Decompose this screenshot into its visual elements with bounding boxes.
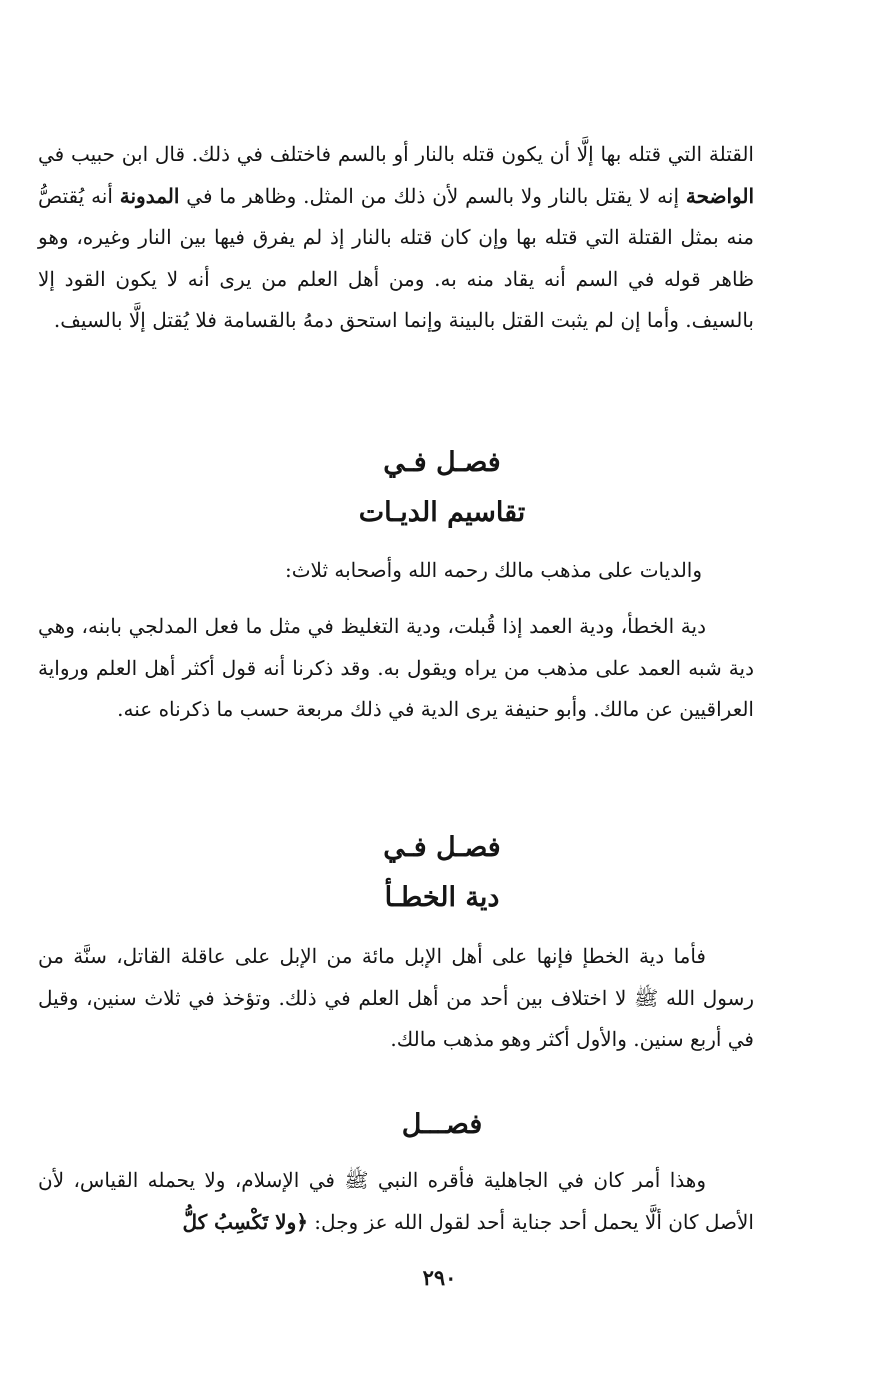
text-span: وهذا أمر كان في الجاهلية فأقره النبي ﷺ في الإسلام، ولا يحمله القياس، لأن الأصل كان ألَّا يحمل أحد جناية أحد لقول الله عز وجل: bbox=[38, 1168, 754, 1234]
heading-line: فصـــل bbox=[401, 1109, 483, 1140]
paragraph-diyat-khata bbox=[38, 936, 754, 1061]
paragraph-text: دية الخطأ، ودية العمد إذا قُبلت، ودية التغليظ في مثل ما فعل المدلجي بابنه، وهي دية شبه العمد على مذهب من يراه ويقول به. وقد ذكرنا أنه قول أكثر أهل العلم ورواية العراقيين عن مالك. وأبو حنيفة يرى الدية في ذلك مربعة حسب ما ذكرناه عنه. bbox=[38, 614, 754, 721]
paragraph-text bbox=[38, 134, 754, 342]
text-span: أنه يُقتصُّ منه بمثل القتلة التي قتله بها وإن كان قتله بالنار إذ لم يفرق فيها بين النار وغيره، وهو ظاهر قوله في السم أنه يقاد منه به. ومن أهل العلم من يرى أنه لا يكون القود إلا بالسيف. وأما إن لم يثبت القتل بالبينة وإنما استحق دمهُ بالقسامة فلا يُقتل إلَّا بالسيف. bbox=[38, 183, 754, 332]
intro-sentence: والديات على مذهب مالك رحمه الله وأصحابه ثلاث: bbox=[284, 558, 702, 582]
heading-line: دية الخطـأ bbox=[384, 882, 500, 913]
section-heading-diyat-khata bbox=[38, 823, 846, 923]
book-title-mudawwana: المدونة bbox=[119, 183, 180, 208]
paragraph-text bbox=[38, 1160, 754, 1243]
page-number: ٢٩٠ bbox=[422, 1265, 457, 1290]
heading-line: تقاسيم الديـات bbox=[358, 497, 526, 528]
text-span: إنه لا يقتل بالنار ولا بالسم لأن ذلك من المثل. وظاهر ما في bbox=[179, 183, 686, 208]
paragraph-jahiliya bbox=[38, 1160, 754, 1243]
text-span: القتلة التي قتله بها إلَّا أن يكون قتله بالنار أو بالسم فاختلف في ذلك. قال ابن حبيب في bbox=[38, 142, 754, 166]
paragraph-intro-qisas bbox=[38, 134, 754, 342]
heading-line: فصـل فـي bbox=[383, 447, 501, 478]
paragraph-text: فأما دية الخطإ فإنها على أهل الإبل مائة من الإبل على عاقلة القاتل، سنَّة من رسول الله ﷺ لا اختلاف بين أحد من أهل العلم في ذلك. وتؤخذ في ثلاث سنين، وقيل في أربع سنين. والأول أكثر وهو مذهب مالك. bbox=[38, 944, 754, 1051]
paragraph-types-of-diya bbox=[38, 606, 754, 731]
book-title-wadiha: الواضحة bbox=[685, 183, 755, 208]
section-heading-diyat-divisions bbox=[38, 438, 846, 538]
heading-line: فصـل فـي bbox=[383, 832, 501, 863]
section-heading-fasl bbox=[38, 1100, 846, 1150]
quran-quote: ﴿ولا تَكْسِبُ كلُّ bbox=[182, 1209, 308, 1234]
